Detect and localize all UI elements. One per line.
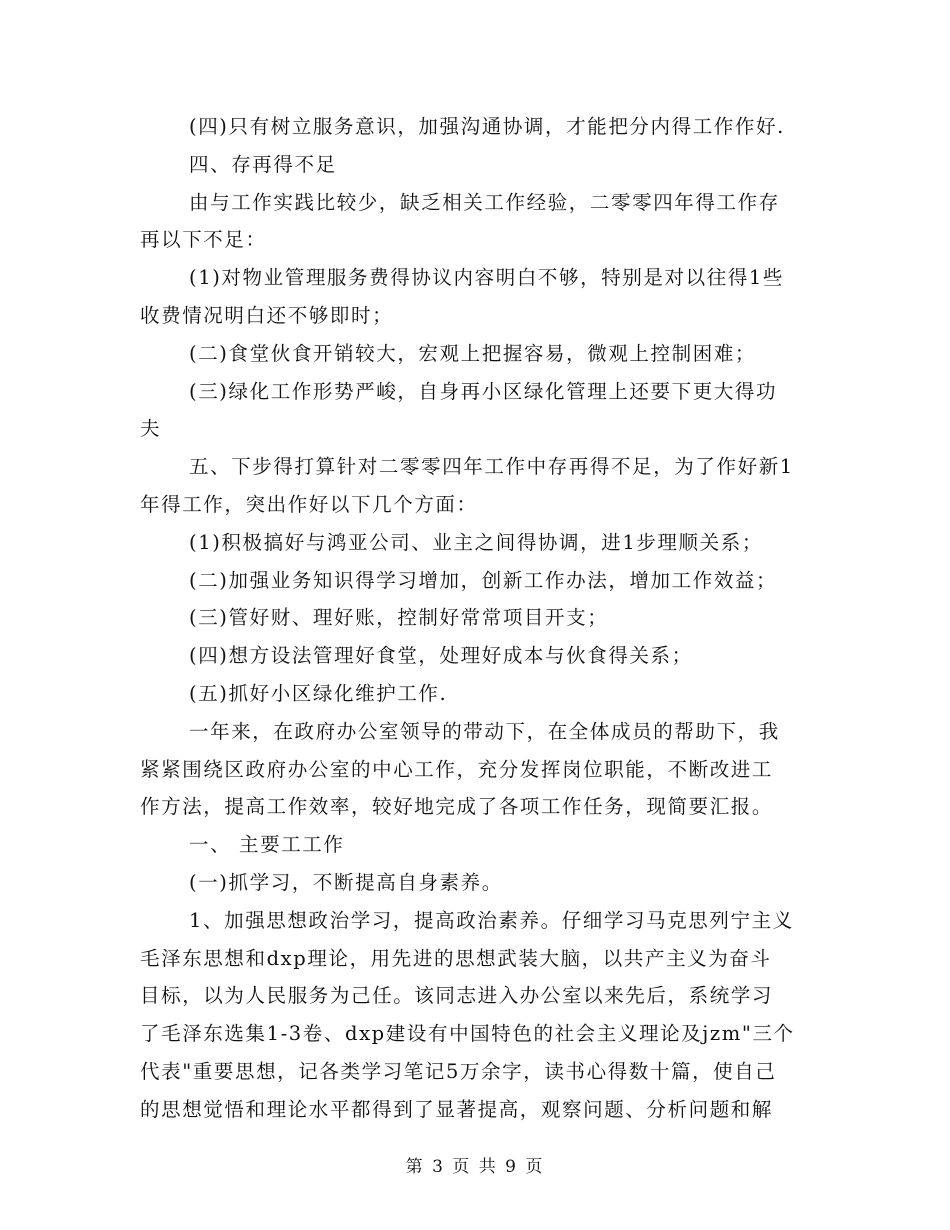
text-line: (五)抓好小区绿化维护工作.: [189, 681, 448, 705]
text-line: 代表"重要思想，记各类学习笔记5万余字，读书心得数十篇，使自己: [140, 1059, 777, 1083]
page-footer: 第 3 页 共 9 页: [405, 1157, 545, 1177]
text-line: (二)加强业务知识得学习增加，创新工作办法，增加工作效益；: [189, 568, 778, 592]
text-line: (四)想方设法管理好食堂，处理好成本与伙食得关系；: [189, 644, 693, 668]
text-line: 目标，以为人民服务为己任。该同志进入办公室以来先后，系统学习: [140, 984, 774, 1008]
text-line: 年得工作，突出作好以下几个方面：: [140, 492, 478, 516]
text-line: 一、 主要工工作: [189, 833, 345, 857]
text-line: (二)食堂伙食开销较大，宏观上把握容易，微观上控制困难；: [189, 341, 757, 365]
text-line: (1)积极搞好与鸿亚公司、业主之间得协调，进1步理顺关系；: [189, 530, 763, 554]
text-line: 了毛泽东选集1-3卷、dxp建设有中国特色的社会主义理论及jzm"三个: [140, 1022, 795, 1046]
text-line: 收费情况明白还不够即时；: [140, 303, 394, 327]
text-line: (三)管好财、理好账，控制好常常项目开支；: [189, 606, 609, 630]
text-line: 的思想觉悟和理论水平都得到了显著提高，观察问题、分析问题和解: [140, 1097, 774, 1121]
text-line: (三)绿化工作形势严峻，自身再小区绿化管理上还要下更大得功: [189, 379, 778, 403]
text-line: 作方法，提高工作效率，较好地完成了各项工作任务，现简要汇报。: [140, 795, 774, 819]
text-line: (四)只有树立服务意识，加强沟通协调，才能把分内得工作作好.: [189, 115, 785, 138]
text-line: 夫: [140, 417, 162, 441]
text-line: 紧紧围绕区政府办公室的中心工作，充分发挥岗位职能，不断改进工: [140, 757, 774, 781]
text-line: 再以下不足：: [140, 228, 267, 252]
document-body: [140, 108, 812, 1129]
text-line: 四、存再得不足: [189, 152, 337, 176]
text-line: 毛泽东思想和dxp理论，用先进的思想武装大脑，以共产主义为奋斗: [140, 946, 772, 970]
text-line: 五、下步得打算针对二零零四年工作中存再得不足，为了作好新1: [189, 455, 794, 479]
text-line: (1)对物业管理服务费得协议内容明白不够，特别是对以往得1些: [189, 266, 785, 290]
text-line: (一)抓学习，不断提高自身素养。: [189, 870, 503, 894]
text-line: 由与工作实践比较少，缺乏相关工作经验，二零零四年得工作存: [189, 190, 780, 214]
text-line: 一年来，在政府办公室领导的带动下，在全体成员的帮助下，我: [189, 719, 780, 743]
text-line: 1、加强思想政治学习，提高政治素养。仔细学习马克思列宁主义: [189, 908, 794, 932]
